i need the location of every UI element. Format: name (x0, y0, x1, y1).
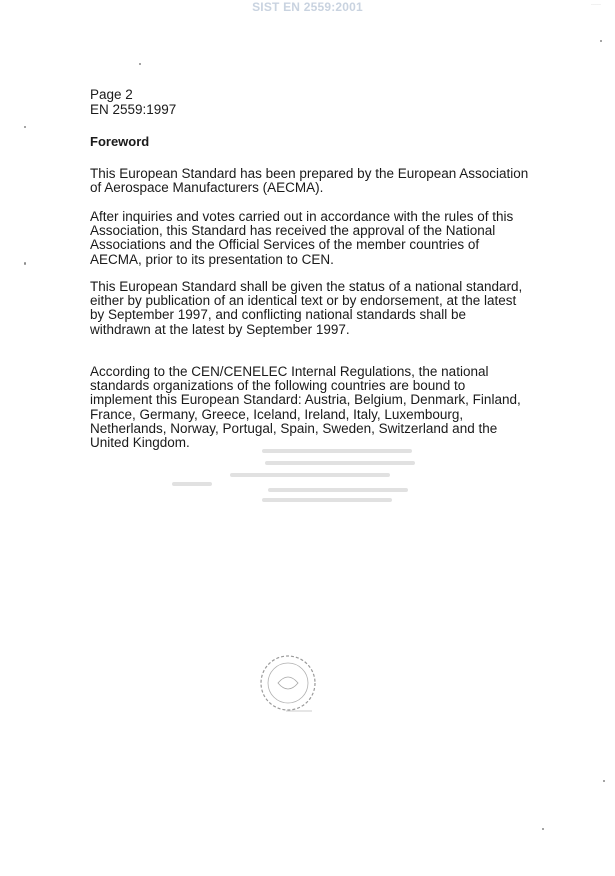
page-header (90, 87, 176, 117)
page-number: Page 2 (90, 87, 133, 102)
foreword-heading: Foreword (90, 134, 150, 149)
foreword-paragraph-2: After inquiries and votes carried out in accordance with the rules of this Association, this Standard has received the approval of the National Associations and the Official Services of the member countries of AECMA, prior to its presentation to CEN. (90, 209, 514, 267)
foreword-paragraph-4: According to the CEN/CENELEC Internal Regulations, the national standards organizations of the following countries are bound to implement this European Standard: Austria, Belgium, Denmark, Finland, France, Germany, Greece, Iceland, Ireland, Italy, Luxembourg, Netherlands, Norway, Portugal, Spain, Sweden, Switzerland and the United Kingdom. (90, 364, 521, 451)
corner-mark: ····· (591, 2, 601, 8)
round-seal-stamp (256, 653, 322, 715)
foreword-paragraph-3: This European Standard shall be given the status of a national standard, either by publication of an identical text or by endorsement, at the latest by September 1997, and conflicting national standards shall be withdrawn at the latest by September 1997. (90, 279, 523, 337)
foreword-paragraph-1: This European Standard has been prepared by the European Association of Aerospace Manufacturers (AECMA). (90, 166, 529, 196)
document-watermark: SIST EN 2559:2001 (252, 0, 363, 14)
standard-number: EN 2559:1997 (90, 102, 177, 117)
